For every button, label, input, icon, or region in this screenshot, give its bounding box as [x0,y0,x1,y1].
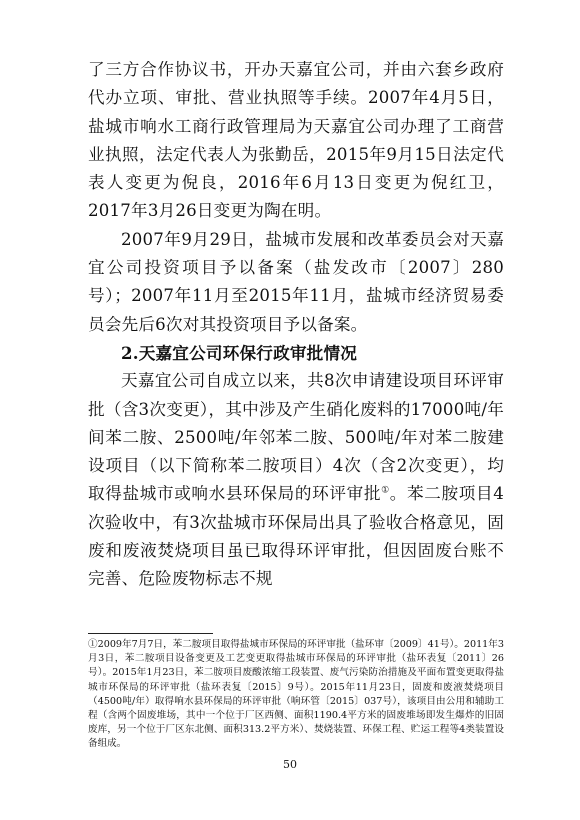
section-subheading: 2.天嘉宜公司环保行政审批情况 [121,342,358,363]
paragraph-text-before-note: 天嘉宜公司自成立以来，共8次申请建设项目环评审批（含3次变更），其中涉及产生硝化废料的17000吨/年间苯二胺、2500吨/年邻苯二胺、500吨/年对苯二胺建设项目（以下简称苯二胺项目）4次（含2次变更），均取得盐城市或响水县环保局的环评审批 [88,371,504,504]
footnote-text: ①2009年7月7日，苯二胺项目取得盐城市环保局的环评审批（盐环审〔2009〕41号）。2011年3月3日，苯二胺项目设备变更及工艺变更取得盐城市环保局的环评审批（盐环表复〔2011〕26号）。2015年1月23日，苯二胺项目废酸浓缩工段装置、废气污染防治措施及平面布置变更取得盐城市环保局的环评审批（盐环表复〔2015〕9号）。2015年11月23日，固废和废液焚烧项目（4500吨/年）取得响水县环保局的环评审批（响环管〔2015〕037号），该项目由公用和辅助工程（含两个固废堆场，其中一个位于厂区西侧、面积1190.4平方米的固废堆场即发生爆炸的旧固废库，另一个位于厂区东北侧、面积313.2平方米）、焚烧装置、环保工程、贮运工程等4类装置设备组成。 [88,639,504,750]
footnote-divider [88,633,213,634]
paragraph-continuation: 了三方合作协议书，开办天嘉宜公司，并由六套乡政府代办立项、审批、营业执照等手续。2007年4月5日，盐城市响水工商行政管理局为天嘉宜公司办理了工商营业执照，法定代表人为张勤岳，2015年9月15日法定代表人变更为倪良，2016年6月13日变更为倪红卫，2017年3月26日变更为陶在明。 [88,60,504,221]
body-text [88,56,504,594]
paragraph-environmental-approval [88,367,504,593]
paragraph-text-after-note: 。苯二胺项目4次验收中，有3次盐城市环保局出具了验收合格意见，固废和废液焚烧项目虽已取得环评审批，但因固废台账不完善、危险废物标志不规 [88,484,504,589]
page-number: 50 [283,758,297,771]
footnote-marker[interactable]: ① [381,485,390,496]
paragraph-investment-filing: 2007年9月29日，盐城市发展和改革委员会对天嘉宜公司投资项目予以备案（盐发改市〔2007〕280号）；2007年11月至2015年11月，盐城市经济贸易委员会先后6次对其投资项目予以备案。 [88,229,504,334]
